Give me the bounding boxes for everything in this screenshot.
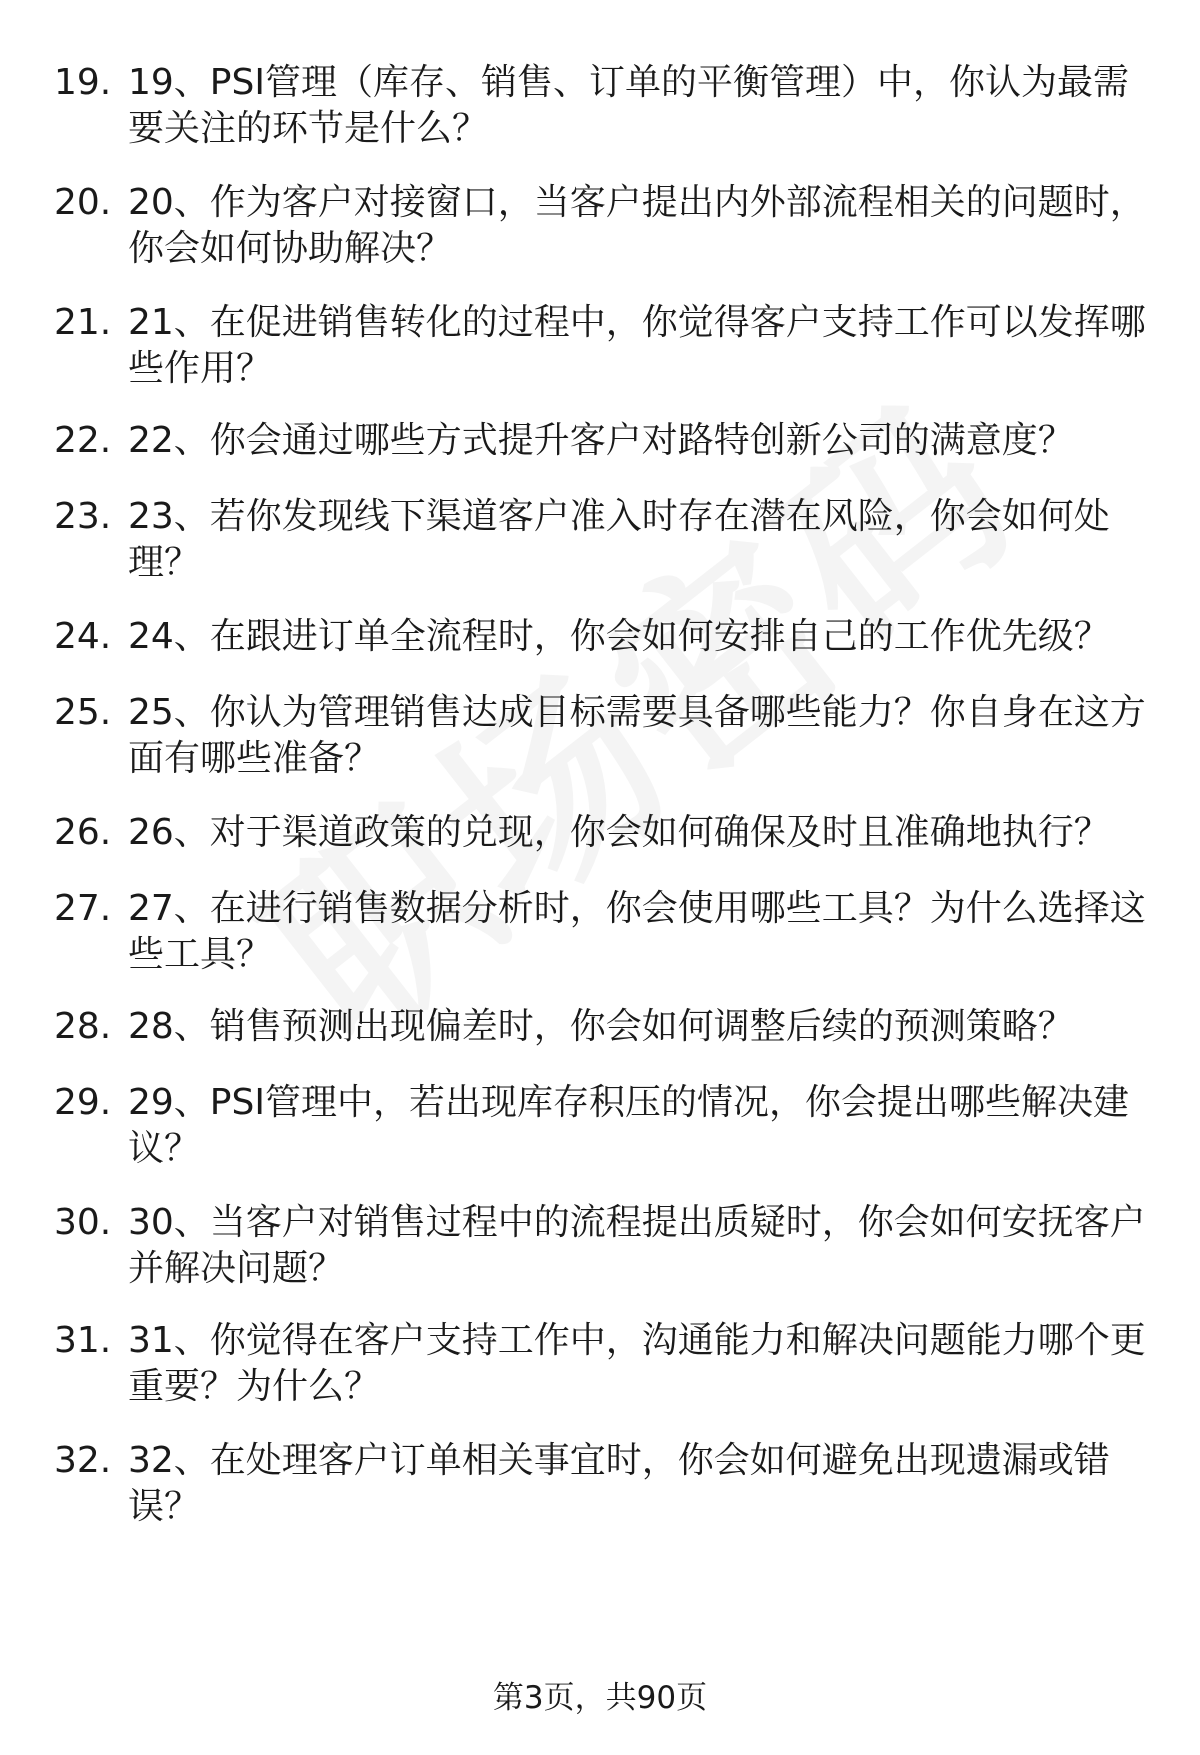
page-number: 第3页，共90页 bbox=[492, 1680, 708, 1716]
question-text: 21、在促进销售转化的过程中，你觉得客户支持工作可以发挥哪些作用？ bbox=[128, 302, 1146, 389]
item-number: 24. bbox=[54, 616, 112, 657]
item-number: 32. bbox=[54, 1440, 112, 1481]
question-text: 19、PSI管理（库存、销售、订单的平衡管理）中，你认为最需要关注的环节是什么？ bbox=[128, 62, 1129, 149]
question-text: 27、在进行销售数据分析时，你会使用哪些工具？为什么选择这些工具？ bbox=[128, 888, 1146, 975]
item-number: 22. bbox=[54, 420, 112, 461]
question-text: 32、在处理客户订单相关事宜时，你会如何避免出现遗漏或错误？ bbox=[128, 1440, 1110, 1527]
question-text: 29、PSI管理中，若出现库存积压的情况，你会提出哪些解决建议？ bbox=[128, 1082, 1129, 1169]
item-number: 30. bbox=[54, 1202, 112, 1243]
question-text: 30、当客户对销售过程中的流程提出质疑时，你会如何安抚客户并解决问题？ bbox=[128, 1202, 1146, 1289]
item-number: 26. bbox=[54, 812, 112, 853]
question-text: 28、销售预测出现偏差时，你会如何调整后续的预测策略？ bbox=[128, 1006, 1074, 1047]
question-text: 25、你认为管理销售达成目标需要具备哪些能力？你自身在这方面有哪些准备？ bbox=[128, 692, 1146, 779]
question-text: 22、你会通过哪些方式提升客户对路特创新公司的满意度？ bbox=[128, 420, 1074, 461]
question-text: 23、若你发现线下渠道客户准入时存在潜在风险，你会如何处理？ bbox=[128, 496, 1110, 583]
question-text: 26、对于渠道政策的兑现，你会如何确保及时且准确地执行？ bbox=[128, 812, 1110, 853]
question-text: 20、作为客户对接窗口，当客户提出内外部流程相关的问题时，你会如何协助解决？ bbox=[128, 182, 1146, 269]
item-number: 27. bbox=[54, 888, 112, 929]
item-number: 23. bbox=[54, 496, 112, 537]
item-number: 21. bbox=[54, 302, 112, 343]
item-number: 19. bbox=[54, 62, 112, 103]
question-text: 24、在跟进订单全流程时，你会如何安排自己的工作优先级？ bbox=[128, 616, 1110, 657]
item-number: 25. bbox=[54, 692, 112, 733]
item-number: 31. bbox=[54, 1320, 112, 1361]
question-text: 31、你觉得在客户支持工作中，沟通能力和解决问题能力哪个更重要？为什么？ bbox=[128, 1320, 1146, 1407]
item-number: 20. bbox=[54, 182, 112, 223]
item-number: 28. bbox=[54, 1006, 112, 1047]
item-number: 29. bbox=[54, 1082, 112, 1123]
